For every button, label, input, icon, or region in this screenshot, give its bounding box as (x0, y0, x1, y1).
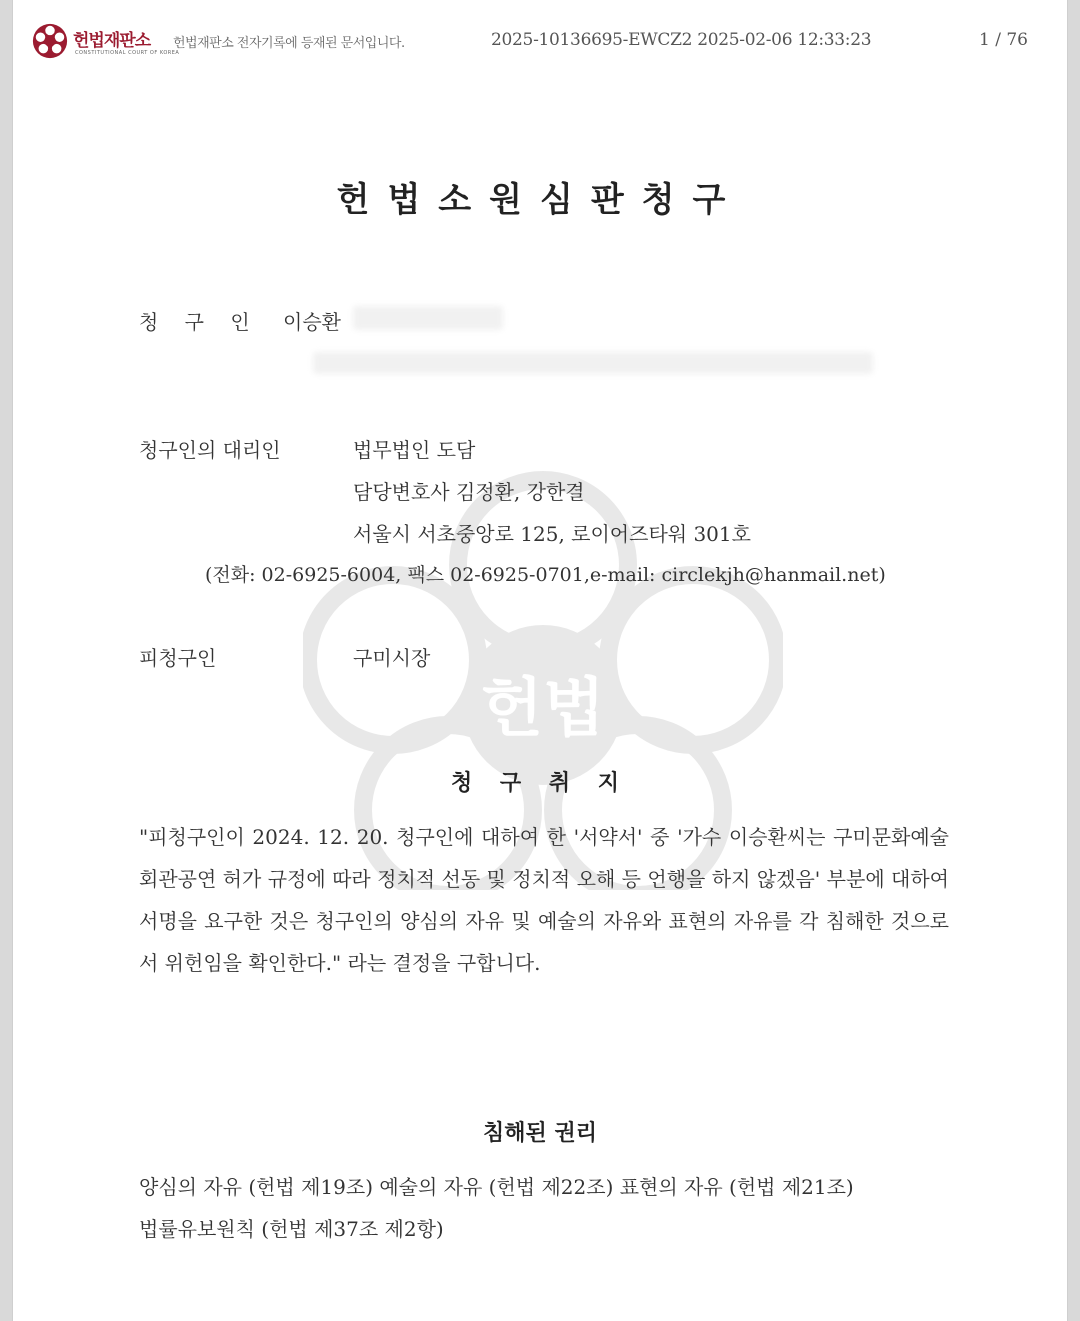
rights-line-1: 양심의 자유 (헌법 제19조) 예술의 자유 (헌법 제22조) 표현의 자유 (헌법 제21조) (139, 1175, 854, 1199)
redacted-address (353, 306, 503, 330)
purpose-text: "피청구인이 2024. 12. 20. 청구인에 대하여 한 '서약서' 중 '가수 이승환씨는 구미문화예술회관공연 허가 규정에 따라 정치적 선동 및 정치적 오해 등 언행을 하지 않겠음' 부분에 대하여 서명을 요구한 것은 청구인의 양심의 자유 및 예술의 자유와 표현의 자유를 각 침해한 것으로서 위헌임을 확인한다." 라는 결정을 구합니다. (139, 825, 949, 975)
respondent-name: 구미시장 (353, 646, 431, 670)
purpose-heading: 청 구 취 지 (451, 770, 629, 796)
petitioner-label: 청 구 인 (139, 310, 260, 334)
registration-note: 헌법재판소 전자기록에 등재된 문서입니다. (173, 36, 405, 51)
respondent-label: 피청구인 (139, 646, 217, 670)
logo-text: 헌법재판소 (73, 31, 151, 51)
court-emblem-icon (31, 22, 69, 60)
rights-heading: 침해된 권리 (483, 1120, 597, 1146)
document-id: 2025-10136695-EWCZ2 2025-02-06 12:33:23 (491, 30, 872, 50)
logo-subtitle: CONSTITUTIONAL COURT OF KOREA (75, 50, 180, 56)
agent-firm: 법무법인 도담 (353, 438, 476, 462)
agent-lawyers: 담당변호사 김정환, 강한결 (353, 480, 585, 504)
document-title: 헌법소원심판청구 (336, 180, 744, 220)
redacted-contact (313, 352, 873, 374)
agent-contact: (전화: 02-6925-6004, 팩스 02-6925-0701,e-mail: circlekjh@hanmail.net) (205, 564, 886, 586)
svg-text:헌법: 헌법 (481, 672, 605, 746)
rights-line-2: 법률유보원칙 (헌법 제37조 제2항) (139, 1217, 444, 1241)
agent-label: 청구인의 대리인 (139, 438, 281, 462)
document-page (12, 0, 1068, 1321)
petitioner-name: 이승환 (283, 310, 341, 334)
page-header (13, 0, 1067, 80)
agent-address: 서울시 서초중앙로 125, 로이어즈타워 301호 (353, 522, 751, 546)
page-number: 1 / 76 (979, 30, 1028, 50)
